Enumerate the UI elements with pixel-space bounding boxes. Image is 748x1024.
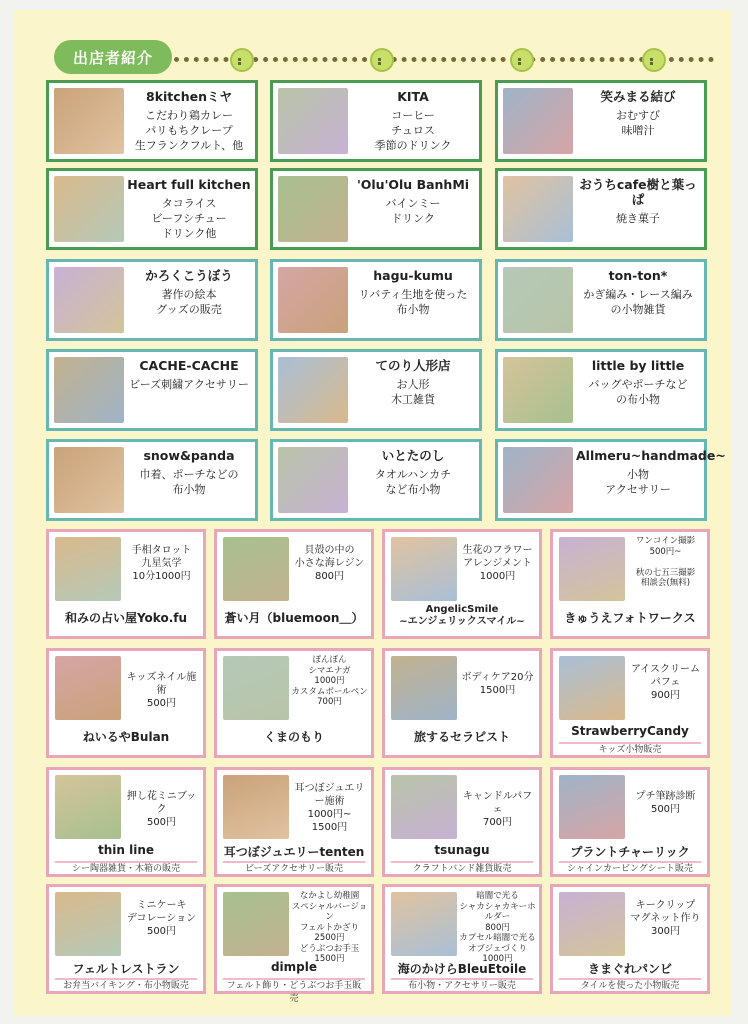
- vendor-name: Heart full kitchen: [127, 177, 251, 192]
- workshop-card: [550, 767, 710, 877]
- workshop-card: [550, 884, 710, 994]
- workshop-name: 旅するセラピスト: [413, 730, 510, 744]
- workshop-detail-line: ミニケーキ: [136, 900, 187, 911]
- workshop-subtitle: ビーズアクセサリー販売: [223, 861, 365, 876]
- vendor-photo: [278, 447, 348, 513]
- workshop-detail-line: 500円: [146, 698, 177, 709]
- workshop-detail-line: 1000円~: [307, 809, 352, 820]
- workshop-detail-line: 秋の七五三撮影: [635, 567, 696, 578]
- photo-placeholder: [55, 775, 121, 839]
- workshop-detail-line: [627, 557, 704, 568]
- vendor-detail-line: 生フランクフルト、他: [134, 139, 244, 152]
- workshop-detail-line: 1500円: [311, 822, 348, 833]
- workshop-detail-line: プチ筆跡診断: [635, 791, 696, 802]
- vendor-text: [127, 89, 251, 153]
- photo-placeholder: [503, 88, 573, 154]
- workshop-card: [382, 767, 542, 877]
- workshop-detail-line: 生花のフラワー: [462, 545, 533, 556]
- workshop-detail-line: 1000円: [479, 571, 516, 582]
- workshop-detail-line: 10分1000円: [132, 571, 191, 582]
- button-ornament-icon: [642, 48, 666, 72]
- workshop-detail-line: 暗闇で光る: [476, 891, 519, 901]
- workshop-detail-line: 1500円: [479, 685, 516, 696]
- vendor-detail-line: 著作の絵本: [161, 288, 217, 301]
- workshop-detail-line: フェルトかざり: [299, 922, 360, 933]
- vendor-detail-line: 布小物: [172, 483, 206, 496]
- workshop-detail-line: キークリップ: [635, 900, 696, 911]
- vendor-card: [495, 349, 707, 431]
- vendor-card: [270, 168, 482, 250]
- photo-placeholder: [54, 88, 124, 154]
- workshop-name: 蒼い月（bluemoon＿）: [224, 611, 364, 625]
- workshop-subtitle: フェルト飾り・どうぶつお手玉販売: [223, 978, 365, 1006]
- vendor-name: Allmeru~handmade~: [576, 448, 726, 463]
- vendor-card: [270, 349, 482, 431]
- workshop-name: 耳つぼジュエリーtenten: [223, 845, 365, 859]
- workshop-detail-line: デコレーション: [126, 913, 197, 924]
- workshop-photo: [391, 775, 457, 839]
- vendor-detail-line: ビーズ刺繍アクセサリー: [129, 378, 249, 391]
- vendor-photo: [54, 357, 124, 423]
- vendor-detail-line: バインミー: [385, 197, 441, 210]
- vendor-text: [576, 448, 726, 497]
- workshop-detail-line: 相談会(無料): [640, 578, 691, 588]
- vendor-detail-line: など布小物: [385, 483, 441, 496]
- vendor-detail-line: 焼き菓子: [616, 212, 660, 225]
- vendor-photo: [54, 447, 124, 513]
- workshop-photo: [223, 775, 289, 839]
- photo-placeholder: [54, 267, 124, 333]
- button-ornament-icon: [370, 48, 394, 72]
- vendor-text: [576, 89, 700, 138]
- workshop-card: [382, 884, 542, 994]
- vendor-detail-line: かぎ編み・レース編み: [583, 288, 693, 301]
- workshop-card: [46, 529, 206, 639]
- photo-placeholder: [54, 357, 124, 423]
- vendor-text: [127, 448, 251, 497]
- photo-placeholder: [223, 656, 289, 720]
- vendor-card: [270, 80, 482, 162]
- workshop-detail-line: 700円: [317, 697, 342, 707]
- photo-placeholder: [559, 892, 625, 956]
- workshop-subtitle: クラフトバンド雑貨販売: [391, 861, 533, 876]
- vendor-text: [351, 177, 475, 226]
- vendor-photo: [503, 88, 573, 154]
- workshop-detail-line: ボディケア20分: [461, 672, 534, 683]
- workshop-card: [214, 767, 374, 877]
- photo-placeholder: [54, 447, 124, 513]
- workshop-detail-line: カプセル暗闇で光る: [459, 933, 536, 943]
- vendor-name: かろくこうぼう: [145, 268, 233, 283]
- photo-placeholder: [278, 176, 348, 242]
- vendor-card: [46, 439, 258, 521]
- vendor-detail-line: チュロス: [391, 124, 435, 137]
- photo-placeholder: [559, 775, 625, 839]
- workshop-detail-line: ぽんぽん: [312, 655, 347, 665]
- workshop-detail-line: 800円: [485, 922, 510, 933]
- workshop-name: dimple: [270, 960, 318, 974]
- vendor-detail-line: ドリンク他: [161, 227, 217, 240]
- vendor-detail-line: 味噌汁: [621, 124, 655, 137]
- workshop-details: [123, 790, 200, 829]
- workshop-subtitle: シー陶器雑貨・木箱の販売: [55, 861, 197, 876]
- vendor-card: [495, 439, 726, 521]
- vendor-detail-line: こだわり鶏カレー: [145, 109, 233, 122]
- vendor-photo: [54, 88, 124, 154]
- workshop-name: StrawberryCandy: [571, 724, 689, 738]
- photo-placeholder: [223, 775, 289, 839]
- vendor-name: KITA: [397, 89, 429, 104]
- workshop-card: [46, 767, 206, 877]
- vendor-text: [576, 268, 700, 317]
- workshop-photo: [223, 892, 289, 956]
- vendor-detail-line: 小物: [627, 468, 649, 481]
- workshop-name: AngelicSmile ~エンジェリックスマイル~: [399, 604, 525, 627]
- vendor-card: [495, 168, 707, 250]
- workshop-name: きまぐれパンビ: [587, 962, 672, 976]
- workshop-name: 和みの占い屋Yoko.fu: [64, 611, 188, 625]
- vendor-detail-line: バッグやポーチなど: [588, 378, 688, 391]
- photo-placeholder: [391, 892, 457, 956]
- vendor-card: [46, 168, 258, 250]
- workshop-photo: [559, 656, 625, 720]
- workshop-detail-line: 500円~: [649, 546, 682, 557]
- photo-placeholder: [503, 267, 573, 333]
- photo-placeholder: [559, 537, 625, 601]
- workshop-name: thin line: [97, 843, 155, 857]
- workshop-photo: [559, 775, 625, 839]
- vendor-detail-line: コーヒー: [391, 109, 435, 122]
- workshop-photo: [223, 656, 289, 720]
- workshop-detail-line: シャカシャカキーホルダー: [459, 901, 536, 922]
- workshop-detail-line: なかよし幼稚園: [299, 891, 360, 901]
- workshop-details: [123, 671, 200, 710]
- workshop-details: [459, 891, 536, 965]
- vendor-card: [46, 349, 258, 431]
- workshop-details: [459, 544, 536, 583]
- vendor-detail-line: パリもちクレープ: [145, 124, 233, 137]
- vendor-photo: [278, 176, 348, 242]
- vendor-text: [351, 89, 475, 153]
- workshop-detail-line: シマエナガ: [308, 665, 351, 676]
- workshop-detail-line: 九星気学: [141, 558, 182, 569]
- workshop-detail-line: 手相タロット: [131, 545, 192, 556]
- workshop-photo: [559, 537, 625, 601]
- workshop-detail-line: 2500円: [314, 933, 345, 943]
- photo-placeholder: [278, 447, 348, 513]
- workshop-details: [459, 790, 536, 829]
- workshop-detail-line: 押し花ミニブック: [126, 791, 197, 815]
- workshop-name: フェルトレストラン: [72, 962, 180, 976]
- vendor-name: 8kitchenミヤ: [146, 89, 232, 104]
- workshop-detail-line: カスタムボールペン: [291, 686, 368, 697]
- workshop-card: [382, 529, 542, 639]
- vendor-name: おうちcafe樹と葉っぱ: [579, 177, 697, 207]
- vendor-photo: [503, 447, 573, 513]
- workshop-subtitle: シャインカービングシート販売: [559, 861, 701, 876]
- workshop-name: きゅうえフォトワークス: [564, 611, 696, 625]
- vendor-detail-line: リバティ生地を使った: [358, 288, 468, 301]
- workshop-detail-line: オブジェづくり: [468, 943, 527, 954]
- workshop-details: [627, 536, 704, 589]
- workshop-card: [382, 648, 542, 758]
- photo-placeholder: [55, 656, 121, 720]
- photo-placeholder: [503, 357, 573, 423]
- vendor-photo: [278, 88, 348, 154]
- vendor-photo: [278, 267, 348, 333]
- workshop-detail-line: 貝殻の中の: [304, 545, 355, 556]
- photo-placeholder: [278, 267, 348, 333]
- vendor-name: little by little: [591, 358, 685, 373]
- photo-placeholder: [391, 537, 457, 601]
- photo-placeholder: [278, 88, 348, 154]
- vendor-detail-line: ビーフシチュー: [151, 212, 227, 225]
- workshop-detail-line: 300円: [650, 926, 681, 937]
- vendor-detail-line: グッズの販売: [156, 303, 222, 316]
- photo-placeholder: [391, 775, 457, 839]
- vendor-text: [351, 358, 475, 407]
- vendor-photo: [503, 357, 573, 423]
- workshop-card: [214, 648, 374, 758]
- vendor-text: [127, 268, 251, 317]
- workshop-details: [291, 891, 368, 965]
- workshop-photo: [223, 537, 289, 601]
- vendor-detail-line: アクセサリー: [605, 483, 671, 496]
- workshop-photo: [55, 775, 121, 839]
- vendor-detail-line: ドリンク: [391, 212, 435, 225]
- vendor-name: hagu-kumu: [373, 268, 453, 283]
- workshop-detail-line: どうぶつお手玉: [299, 943, 360, 954]
- workshop-card: [46, 884, 206, 994]
- vendor-name: てのり人形店: [375, 358, 451, 373]
- workshop-name: くまのもり: [263, 730, 324, 744]
- workshop-detail-line: 900円: [650, 690, 681, 701]
- workshop-detail-line: 耳つぼジュエリー施術: [294, 783, 365, 807]
- vendor-text: [127, 177, 251, 241]
- workshop-subtitle: キッズ小物販売: [559, 742, 701, 757]
- workshop-detail-line: 500円: [650, 804, 681, 815]
- workshop-details: [291, 782, 368, 834]
- workshop-photo: [391, 892, 457, 956]
- workshop-detail-line: 800円: [314, 571, 345, 582]
- vendor-text: [351, 448, 475, 497]
- photo-placeholder: [559, 656, 625, 720]
- workshop-detail-line: パフェ: [650, 677, 681, 688]
- workshop-detail-line: 500円: [146, 817, 177, 828]
- section-title: 出店者紹介: [54, 40, 172, 74]
- workshop-card: [550, 529, 710, 639]
- vendor-detail-line: 季節のドリンク: [374, 139, 452, 152]
- vendor-card: [46, 80, 258, 162]
- workshop-photo: [55, 892, 121, 956]
- workshop-photo: [55, 656, 121, 720]
- workshop-name: ねいるやBulan: [82, 730, 170, 744]
- vendor-name: ton-ton*: [608, 268, 668, 283]
- photo-placeholder: [55, 537, 121, 601]
- workshop-detail-line: 1000円: [482, 954, 513, 964]
- vendor-detail-line: の布小物: [616, 393, 660, 406]
- photo-placeholder: [223, 537, 289, 601]
- vendor-photo: [54, 176, 124, 242]
- workshop-detail-line: アレンジメント: [463, 558, 532, 569]
- vendor-detail-line: タコライス: [161, 197, 217, 210]
- vendor-card: [270, 439, 482, 521]
- vendor-detail-line: 巾着、ポーチなどの: [139, 468, 239, 481]
- vendor-card: [495, 259, 707, 341]
- workshop-details: [123, 899, 200, 938]
- workshop-details: [291, 655, 368, 708]
- workshop-photo: [55, 537, 121, 601]
- workshop-detail-line: 1000円: [314, 676, 345, 686]
- workshop-detail-line: キャンドルパフェ: [462, 791, 533, 815]
- workshop-subtitle: 布小物・アクセサリー販売: [391, 978, 533, 993]
- vendor-text: [576, 177, 700, 226]
- vendor-name: snow&panda: [143, 448, 235, 463]
- vendor-detail-line: タオルハンカチ: [374, 468, 452, 481]
- vendor-photo: [503, 176, 573, 242]
- vendor-text: [127, 358, 251, 392]
- workshop-card: [214, 884, 374, 1004]
- photo-placeholder: [55, 892, 121, 956]
- workshop-name: tsunagu: [434, 843, 490, 857]
- vendor-detail-line: 布小物: [396, 303, 430, 316]
- workshop-detail-line: 500円: [146, 926, 177, 937]
- workshop-detail-line: 小さな海レジン: [294, 558, 365, 569]
- vendor-card: [495, 80, 707, 162]
- photo-placeholder: [278, 357, 348, 423]
- photo-placeholder: [54, 176, 124, 242]
- workshop-details: [627, 663, 704, 702]
- vendor-photo: [503, 267, 573, 333]
- workshop-name: プラントチャーリック: [570, 845, 690, 859]
- vendor-photo: [278, 357, 348, 423]
- photo-placeholder: [503, 176, 573, 242]
- vendor-text: [576, 358, 700, 407]
- workshop-details: [627, 899, 704, 938]
- workshop-detail-line: スペシャルバージョン: [291, 901, 368, 922]
- workshop-photo: [391, 537, 457, 601]
- button-ornament-icon: [230, 48, 254, 72]
- workshop-card: [214, 529, 374, 639]
- vendor-name: CACHE-CACHE: [139, 358, 239, 373]
- dotted-divider: [174, 57, 714, 62]
- vendor-card: [46, 259, 258, 341]
- workshop-card: [46, 648, 206, 758]
- vendor-detail-line: の小物雑貨: [610, 303, 666, 316]
- vendor-name: 笑みまる結び: [600, 89, 676, 104]
- vendor-detail-line: 木工雑貨: [391, 393, 435, 406]
- workshop-subtitle: タイルを使った小物販売: [559, 978, 701, 993]
- workshop-details: [459, 671, 536, 697]
- workshop-name: 海のかけらBleuEtoile: [397, 962, 527, 976]
- vendor-detail-line: お人形: [396, 378, 430, 391]
- workshop-detail-line: キッズネイル施術: [126, 672, 197, 696]
- workshop-subtitle: お弁当バイキング・布小物販売: [55, 978, 197, 993]
- workshop-detail-line: マグネット作り: [630, 913, 701, 924]
- workshop-card: [550, 648, 710, 758]
- vendor-photo: [54, 267, 124, 333]
- workshop-details: [123, 544, 200, 583]
- photo-placeholder: [503, 447, 573, 513]
- workshop-detail-line: アイスクリーム: [631, 664, 700, 675]
- vendor-detail-line: おむすび: [616, 109, 660, 122]
- workshop-photo: [391, 656, 457, 720]
- vendor-card: [270, 259, 482, 341]
- vendor-name: 'Olu'Olu BanhMi: [356, 177, 470, 192]
- button-ornament-icon: [510, 48, 534, 72]
- photo-placeholder: [223, 892, 289, 956]
- workshop-details: [291, 544, 368, 583]
- workshop-details: [627, 790, 704, 816]
- workshop-detail-line: 1500円: [314, 954, 345, 964]
- workshop-photo: [559, 892, 625, 956]
- photo-placeholder: [391, 656, 457, 720]
- workshop-detail-line: 700円: [482, 817, 513, 828]
- workshop-detail-line: ワンコイン撮影: [635, 536, 696, 546]
- vendor-text: [351, 268, 475, 317]
- vendor-name: いとたのし: [381, 448, 445, 463]
